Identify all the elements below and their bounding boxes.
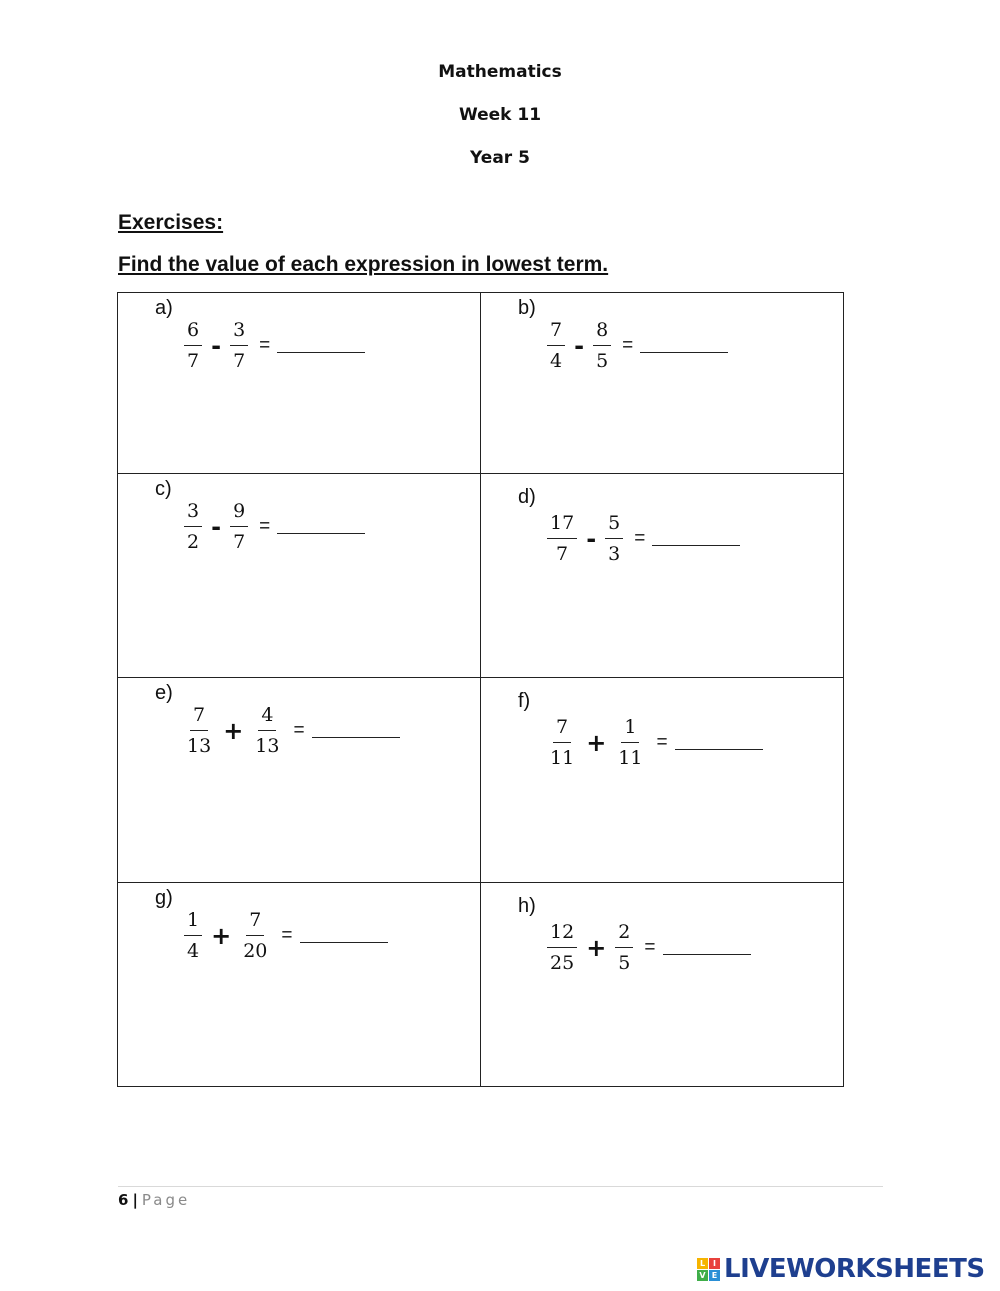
operator: + [586, 934, 607, 962]
problem-expression [541, 321, 728, 371]
problem-cell [481, 293, 844, 474]
answer-blank[interactable] [640, 351, 728, 353]
year-heading: Year 5 [470, 148, 530, 168]
problem-cell [118, 678, 481, 883]
problem-cell [118, 293, 481, 474]
equals-sign: = [281, 925, 293, 946]
operator: + [586, 729, 607, 757]
equals-sign: = [259, 335, 271, 356]
fraction: $\frac{4}{13}$ [255, 704, 280, 757]
equals-sign: = [644, 937, 656, 958]
problem-cell [481, 678, 844, 883]
fraction: $\frac{7}{11}$ [550, 716, 575, 769]
problem-cell [118, 474, 481, 678]
operator: - [211, 332, 222, 360]
logo-letter: E [709, 1270, 720, 1281]
equals-sign: = [622, 335, 634, 356]
operator: + [211, 922, 232, 950]
fraction: $\frac{3}{2}$ [184, 502, 202, 552]
problem-label: b) [518, 297, 536, 319]
week-heading: Week 11 [458, 105, 542, 125]
answer-blank[interactable] [652, 544, 740, 546]
problem-label: d) [518, 486, 536, 508]
problem-label: c) [155, 478, 172, 500]
fraction: $\frac{8}{5}$ [593, 321, 611, 371]
fraction: $\frac{7}{13}$ [187, 704, 212, 757]
footer-divider [118, 1186, 883, 1187]
problem-expression [178, 321, 365, 371]
fraction: $\frac{1}{4}$ [184, 911, 202, 961]
fraction: $\frac{17}{7}$ [547, 514, 577, 564]
problem-label: h) [518, 895, 536, 917]
exercise-grid [117, 292, 844, 1087]
equals-sign: = [259, 516, 271, 537]
answer-blank[interactable] [277, 351, 365, 353]
page-word: Page [141, 1191, 191, 1209]
subject-heading: Mathematics [438, 62, 562, 82]
fraction: $\frac{5}{3}$ [605, 514, 623, 564]
page-number: 6 [118, 1191, 129, 1209]
footer-separator: | [132, 1191, 138, 1209]
problem-label: a) [155, 297, 173, 319]
answer-blank[interactable] [663, 953, 751, 955]
problem-label: e) [155, 682, 173, 704]
answer-blank[interactable] [300, 941, 388, 943]
fraction: $\frac{1}{11}$ [618, 716, 643, 769]
exercises-title: Exercises: [118, 211, 224, 234]
problem-cell [481, 474, 844, 678]
problem-cell [118, 883, 481, 1087]
problem-expression [178, 911, 388, 961]
answer-blank[interactable] [277, 532, 365, 534]
logo-letter: I [709, 1258, 720, 1269]
fraction: $\frac{7}{4}$ [547, 321, 565, 371]
fraction: $\frac{12}{25}$ [547, 923, 577, 973]
operator: - [211, 513, 222, 541]
answer-blank[interactable] [312, 736, 400, 738]
exercises-instruction: Find the value of each expression in lowest term. [118, 253, 609, 276]
equals-sign: = [634, 528, 646, 549]
operator: - [574, 332, 585, 360]
brand-name: LIVEWORKSHEETS [724, 1254, 985, 1284]
problem-cell [481, 883, 844, 1087]
equals-sign: = [293, 720, 305, 741]
problem-label: g) [155, 887, 173, 909]
problem-expression [178, 706, 400, 756]
logo-icon [697, 1258, 720, 1281]
answer-blank[interactable] [675, 748, 763, 750]
logo-letter: V [697, 1270, 708, 1281]
problem-expression [541, 923, 751, 973]
logo-letter: L [697, 1258, 708, 1269]
fraction: $\frac{2}{5}$ [615, 923, 633, 973]
fraction: $\frac{6}{7}$ [184, 321, 202, 371]
fraction: $\frac{7}{20}$ [243, 909, 268, 962]
equals-sign: = [656, 732, 668, 753]
fraction: $\frac{3}{7}$ [230, 321, 248, 371]
problem-expression [541, 718, 763, 768]
problem-expression [541, 514, 740, 564]
operator: - [586, 525, 597, 553]
page-footer [118, 1191, 190, 1209]
fraction: $\frac{9}{7}$ [230, 502, 248, 552]
problem-expression [178, 502, 365, 552]
liveworksheets-logo [697, 1254, 985, 1284]
problem-label: f) [518, 690, 531, 712]
operator: + [223, 717, 244, 745]
